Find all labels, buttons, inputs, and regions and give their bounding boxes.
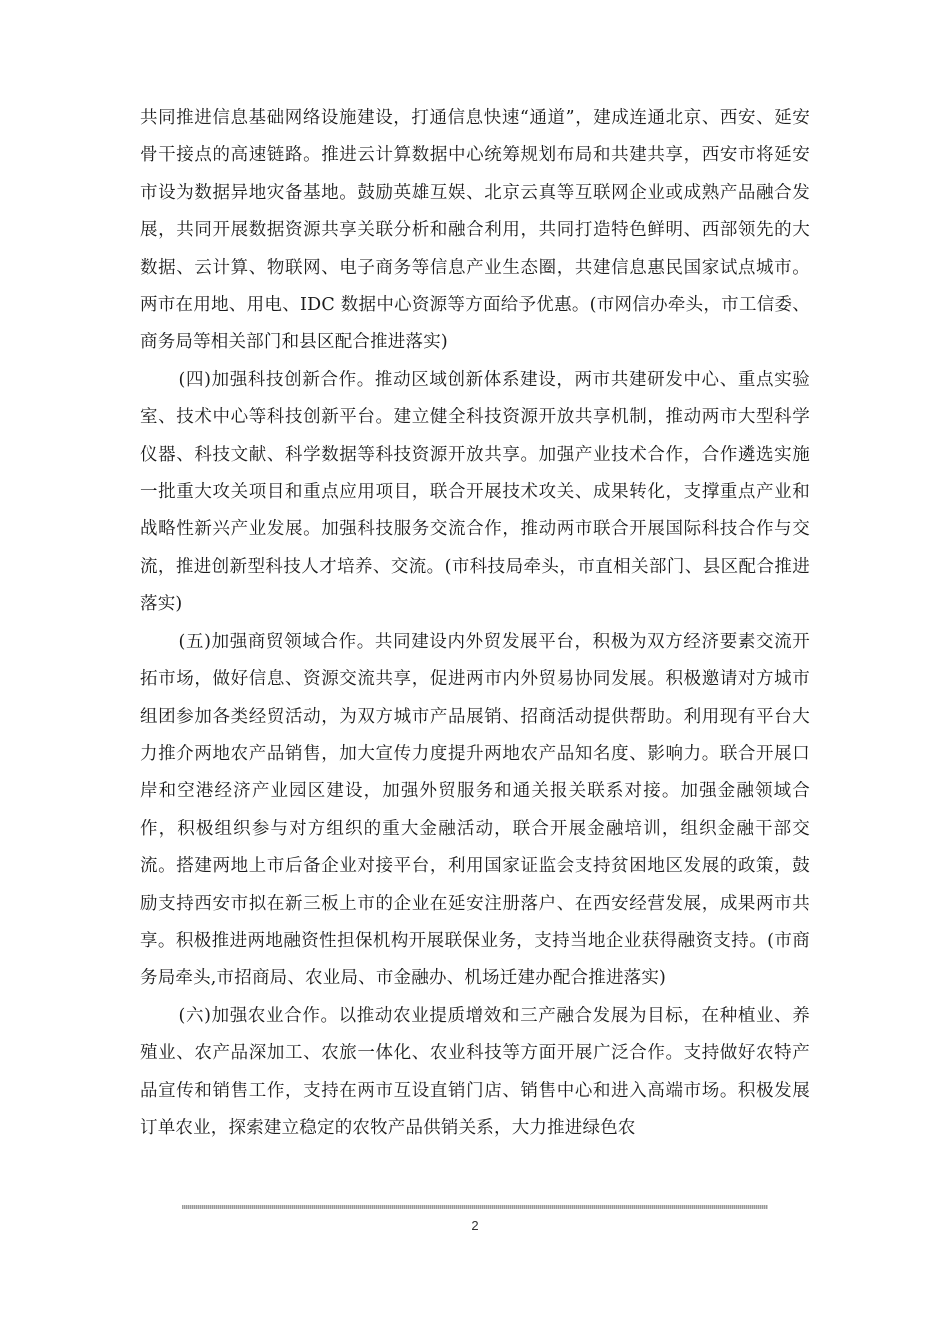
page-number: 2 — [471, 1218, 479, 1233]
paragraph-network-infrastructure: 共同推进信息基础网络设施建设，打通信息快速“通道”，建成连通北京、西安、延安骨干接点的高速链路。推进云计算数据中心统筹规划布局和共建共享，西安市将延安市设为数据异地灾备基地。鼓励英雄互娱、北京云真等互联网企业或成熟产品融合发展，共同开展数据资源共享关联分析和融合利用，共同打造特色鲜明、西部领先的大数据、云计算、物联网、电子商务等信息产业生态圈，共建信息惠民国家试点城市。两市在用地、用电、IDC 数据中心资源等方面给予优惠。(市网信办牵头，市工信委、商务局等相关部门和县区配合推进落实) — [140, 108, 810, 353]
paragraph-commerce-trade: (五)加强商贸领域合作。共同建设内外贸发展平台，积极为双方经济要素交流开拓市场，做好信息、资源交流共享，促进两市内外贸易协同发展。积极邀请对方城市组团参加各类经贸活动，为双方城市产品展销、招商活动提供帮助。利用现有平台大力推介两地农产品销售，加大宣传力度提升两地农产品知名度、影响力。联合开展口岸和空港经济产业园区建设，加强外贸服务和通关报关联系对接。加强金融领域合作，积极组织参与对方组织的重大金融活动，联合开展金融培训，组织金融干部交流。搭建两地上市后备企业对接平台，利用国家证监会支持贫困地区发展的政策，鼓励支持西安市拟在新三板上市的企业在延安注册落户、在西安经营发展，成果两市共享。积极推进两地融资性担保机构开展联保业务，支持当地企业获得融资支持。(市商务局牵头,市招商局、农业局、市金融办、机场迁建办配合推进落实) — [140, 631, 810, 989]
footer-divider — [182, 1205, 768, 1209]
paragraph-tech-innovation: (四)加强科技创新合作。推动区域创新体系建设，两市共建研发中心、重点实验室、技术中心等科技创新平台。建立健全科技资源开放共享机制，推动两市大型科学仪器、科技文献、科学数据等科技资源开放共享。加强产业技术合作，合作遴选实施一批重大攻关项目和重点应用项目，联合开展技术攻关、成果转化，支撑重点产业和战略性新兴产业发展。加强科技服务交流合作，推动两市联合开展国际科技合作与交流，推进创新型科技人才培养、交流。(市科技局牵头，市直相关部门、县区配合推进落实) — [140, 369, 810, 615]
document-body — [140, 100, 810, 1147]
paragraph-agriculture: (六)加强农业合作。以推动农业提质增效和三产融合发展为目标，在种植业、养殖业、农产品深加工、农旅一体化、农业科技等方面开展广泛合作。支持做好农特产品宣传和销售工作，支持在两市互设直销门店、销售中心和进入高端市场。积极发展订单农业，探索建立稳定的农牧产品供销关系，大力推进绿色农 — [140, 1005, 810, 1138]
